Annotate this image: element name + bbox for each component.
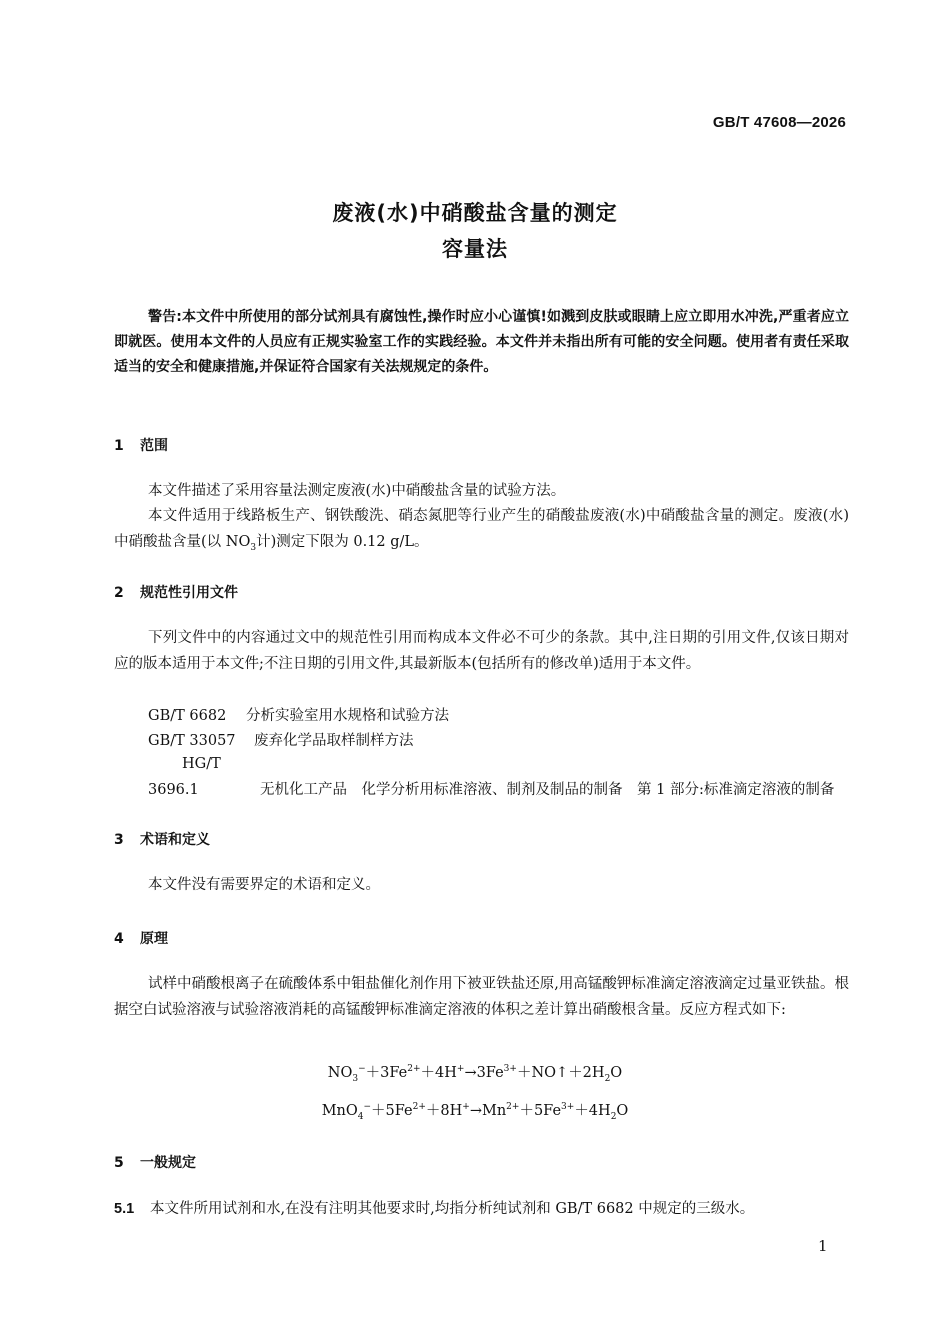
section-title: 范围 xyxy=(140,438,168,454)
document-title: 废液(水)中硝酸盐含量的测定 xyxy=(332,201,618,225)
eq-text: O xyxy=(610,1065,623,1081)
warning-text: 警告:本文件中所使用的部分试剂具有腐蚀性,操作时应小心谨慎!如溅到皮肤或眼睛上应立即用水冲洗,严重者应立即就医。使用本文件的人员应有正规实验室工作的实践经验。本文件并未指出所有可能的安全问题。使用者有责任采取适当的安全和健康措施,并保证符合国家有关法规规定的条件。 xyxy=(114,309,849,375)
eq-sup: 3+ xyxy=(561,1102,575,1113)
eq-text: ＋8H xyxy=(425,1103,463,1119)
clause-5-1 xyxy=(114,1197,754,1218)
eq-text: NO xyxy=(327,1065,353,1081)
terms-paragraph: 本文件没有需要界定的术语和定义。 xyxy=(148,877,380,893)
reference-name: 无机化工产品 化学分析用标准溶液、制剂及制品的制备 第 1 部分:标准滴定溶液的制备 xyxy=(260,782,835,798)
scope-paragraph-1: 本文件描述了采用容量法测定废液(水)中硝酸盐含量的试验方法。 xyxy=(148,483,566,499)
reaction-equation-1 xyxy=(0,1061,950,1084)
reference-name: 废弃化学品取样制样方法 xyxy=(254,733,414,749)
clause-text: 本文件所用试剂和水,在没有注明其他要求时,均指分析纯试剂和 GB/T 6682 中规定的三级水。 xyxy=(150,1201,755,1217)
section-3-heading xyxy=(114,829,210,849)
eq-sup: 3+ xyxy=(503,1064,517,1075)
eq-text: MnO xyxy=(321,1103,358,1119)
eq-sup: 2+ xyxy=(407,1064,421,1075)
section-number: 4 xyxy=(114,931,124,947)
scope-paragraph-2 xyxy=(114,503,849,561)
eq-sub: 2 xyxy=(610,1111,617,1122)
clause-number: 5.1 xyxy=(114,1201,135,1217)
eq-sup: 2+ xyxy=(412,1102,426,1113)
reference-name: 分析实验室用水规格和试验方法 xyxy=(246,708,449,724)
up-arrow-icon: ↑ xyxy=(556,1065,569,1081)
normative-references-paragraph: 下列文件中的内容通过文中的规范性引用而构成本文件必不可少的条款。其中,注日期的引用文件,仅该日期对应的版本适用于本文件;不注日期的引用文件,其最新版本(包括所有的修改单)适用于本文件。 xyxy=(114,630,849,672)
scope-text-a: 本文件适用于线路板生产、钢铁酸洗、硝态氮肥等行业产生的硝酸盐废液(水)中硝酸盐含量的测定。废液(水)中硝酸盐含量(以 NO xyxy=(114,508,849,550)
eq-text: ＋3Fe xyxy=(365,1065,408,1081)
section-4-heading xyxy=(114,928,168,948)
reference-code: GB/T 33057 xyxy=(148,733,236,749)
page-number: 1 xyxy=(818,1237,828,1255)
reference-item xyxy=(148,729,414,750)
eq-text: ＋4H xyxy=(420,1065,457,1081)
scope-text-b: 计)测定下限为 0.12 g/L。 xyxy=(256,534,429,550)
section-number: 1 xyxy=(114,438,124,454)
eq-text: ＋5Fe xyxy=(371,1103,413,1119)
eq-text: ＋4H xyxy=(574,1103,611,1119)
eq-sub: 3 xyxy=(352,1073,359,1084)
section-title: 规范性引用文件 xyxy=(140,585,238,601)
section-number: 3 xyxy=(114,832,124,848)
eq-text: ＋2H xyxy=(568,1065,605,1081)
section-1-heading xyxy=(114,435,168,455)
reaction-equation-2 xyxy=(0,1099,950,1122)
reference-item xyxy=(148,704,449,725)
eq-sub: 2 xyxy=(604,1073,611,1084)
principle-paragraph: 试样中硝酸根离子在硫酸体系中钼盐催化剂作用下被亚铁盐还原,用高锰酸钾标准滴定溶液滴定过量亚铁盐。根据空白试验溶液与试验溶液消耗的高锰酸钾标准滴定溶液的体积之差计算出硝酸根含量。反应方程式如下: xyxy=(114,976,849,1018)
reference-item xyxy=(114,751,849,803)
section-5-heading xyxy=(114,1152,196,1172)
eq-text: ＋NO xyxy=(516,1065,557,1081)
section-number: 5 xyxy=(114,1155,124,1171)
reference-code: GB/T 6682 xyxy=(148,708,227,724)
eq-sup: + xyxy=(462,1102,470,1113)
eq-sup: − xyxy=(358,1064,366,1075)
eq-sup: − xyxy=(363,1102,372,1113)
eq-text: →3Fe xyxy=(464,1065,504,1081)
section-number: 2 xyxy=(114,585,124,601)
section-2-heading xyxy=(114,582,238,602)
section-title: 术语和定义 xyxy=(140,832,210,848)
subscript: 3 xyxy=(250,542,257,553)
section-title: 原理 xyxy=(140,931,168,947)
eq-text: ＋5Fe xyxy=(519,1103,562,1119)
section-title: 一般规定 xyxy=(140,1155,196,1171)
eq-sub: 4 xyxy=(357,1111,364,1122)
eq-sup: + xyxy=(456,1064,465,1075)
eq-sup: 2+ xyxy=(506,1102,520,1113)
reference-code: HG/T 3696.1 xyxy=(148,756,221,798)
eq-text: →Mn xyxy=(469,1103,507,1119)
document-subtitle: 容量法 xyxy=(442,237,508,261)
standard-code: GB/T 47608—2026 xyxy=(712,114,846,131)
safety-warning xyxy=(114,305,849,380)
eq-text: O xyxy=(616,1103,629,1119)
